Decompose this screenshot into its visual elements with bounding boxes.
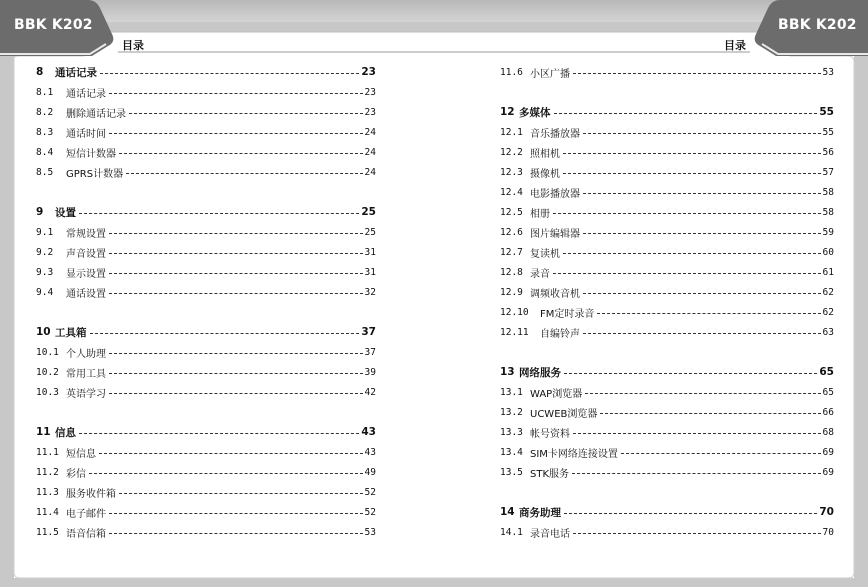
- toc-number: 14.1: [500, 526, 523, 538]
- toc-number: 11.3: [36, 486, 59, 498]
- toc-chapter-row: [500, 502, 834, 522]
- leader-dots: [585, 393, 820, 394]
- toc-item-row: [500, 142, 834, 162]
- toc-title: UCWEB浏览器: [530, 408, 598, 420]
- leader-dots: [573, 533, 821, 534]
- toc-title: WAP浏览器: [530, 388, 583, 400]
- toc-page-number: 25: [361, 206, 376, 218]
- toc-number: 9.2: [36, 246, 54, 258]
- toc-title: 语音信箱: [66, 528, 106, 540]
- toc-page-number: 43: [364, 446, 376, 458]
- leader-dots: [90, 333, 360, 334]
- toc-number: 12.5: [500, 206, 523, 218]
- leader-dots: [109, 513, 363, 514]
- leader-dots: [109, 353, 363, 354]
- toc-number: 8: [36, 66, 44, 78]
- toc-number: 11.4: [36, 506, 59, 518]
- leader-dots: [109, 253, 363, 254]
- toc-item-row: [36, 522, 376, 542]
- toc-page-number: 62: [822, 286, 834, 298]
- toc-page-number: 43: [361, 426, 376, 438]
- toc-item-row: [36, 162, 376, 182]
- toc-number: 11: [36, 426, 51, 438]
- toc-item-row: [500, 462, 834, 482]
- toc-title: 个人助理: [66, 348, 106, 360]
- toc-item-row: [500, 222, 834, 242]
- toc-title: 音乐播放器: [530, 128, 580, 140]
- leader-dots: [583, 233, 821, 234]
- toc-number: 8.2: [36, 106, 54, 118]
- toc-page-number: 39: [364, 366, 376, 378]
- leader-dots: [553, 213, 821, 214]
- toc-number: 12.1: [500, 126, 523, 138]
- toc-number: 8.4: [36, 146, 54, 158]
- toc-number: 12.10: [500, 306, 529, 318]
- leader-dots: [554, 113, 818, 114]
- leader-dots: [597, 313, 820, 314]
- toc-number: 12.4: [500, 186, 523, 198]
- leader-dots: [109, 393, 363, 394]
- toc-title: 商务助理: [519, 506, 561, 519]
- leader-dots: [109, 93, 363, 94]
- leader-dots: [583, 293, 821, 294]
- page-title-left: 目录: [122, 39, 144, 52]
- toc-title: 信息: [55, 426, 76, 439]
- toc-title: 设置: [55, 206, 76, 219]
- leader-dots: [583, 333, 821, 334]
- toc-chapter-row: [36, 422, 376, 442]
- toc-title: 彩信: [66, 468, 86, 480]
- toc-number: 13: [500, 366, 515, 378]
- toc-item-row: [500, 182, 834, 202]
- leader-dots: [129, 113, 363, 114]
- toc-item-row: [36, 462, 376, 482]
- leader-dots: [109, 373, 363, 374]
- toc-item-row: [500, 402, 834, 422]
- leader-dots: [583, 193, 821, 194]
- toc-page-number: 68: [822, 426, 834, 438]
- toc-number: 10.1: [36, 346, 59, 358]
- toc-number: 11.5: [36, 526, 59, 538]
- toc-title: 显示设置: [66, 268, 106, 280]
- toc-title: 声音设置: [66, 248, 106, 260]
- toc-page-number: 60: [822, 246, 834, 258]
- leader-dots: [563, 153, 821, 154]
- toc-item-row: [500, 322, 834, 342]
- toc-number: 12.6: [500, 226, 523, 238]
- toc-page-number: 49: [364, 466, 376, 478]
- toc-page-number: 24: [364, 146, 376, 158]
- toc-item-row: [36, 142, 376, 162]
- toc-page-number: 63: [822, 326, 834, 338]
- toc-title: FM定时录音: [540, 308, 595, 320]
- leader-dots: [109, 533, 363, 534]
- toc-title: 通话记录: [55, 66, 97, 79]
- leader-dots: [100, 73, 359, 74]
- toc-chapter-row: [500, 362, 834, 382]
- toc-item-row: [36, 122, 376, 142]
- toc-title: 自编铃声: [540, 328, 580, 340]
- toc-title: 删除通话记录: [66, 108, 126, 120]
- toc-page-number: 70: [819, 506, 834, 518]
- toc-title: 小区广播: [530, 68, 570, 80]
- toc-item-row: [36, 362, 376, 382]
- toc-page-number: 25: [364, 226, 376, 238]
- toc-item-row: [500, 242, 834, 262]
- toc-number: 8.3: [36, 126, 54, 138]
- toc-item-row: [36, 482, 376, 502]
- leader-dots: [89, 473, 363, 474]
- toc-item-row: [500, 162, 834, 182]
- toc-item-row: [500, 262, 834, 282]
- toc-page-number: 37: [361, 326, 376, 338]
- leader-dots: [109, 273, 363, 274]
- toc-title: 电子邮件: [66, 508, 106, 520]
- leader-dots: [126, 173, 362, 174]
- toc-page-number: 23: [361, 66, 376, 78]
- toc-item-row: [36, 82, 376, 102]
- toc-page-number: 69: [822, 446, 834, 458]
- toc-page-number: 70: [822, 526, 834, 538]
- toc-chapter-row: [500, 102, 834, 122]
- toc-page-number: 42: [364, 386, 376, 398]
- toc-page-number: 52: [364, 486, 376, 498]
- toc-title: 照相机: [530, 148, 560, 160]
- toc-page-number: 31: [364, 266, 376, 278]
- toc-number: 9.3: [36, 266, 54, 278]
- toc-number: 9.4: [36, 286, 54, 298]
- toc-title: 相册: [530, 208, 550, 220]
- leader-dots: [99, 453, 363, 454]
- toc-chapter-row: [36, 322, 376, 342]
- toc-title: 通话时间: [66, 128, 106, 140]
- toc-page-number: 56: [822, 146, 834, 158]
- toc-number: 12.2: [500, 146, 523, 158]
- toc-item-row: [500, 422, 834, 442]
- toc-title: GPRS计数器: [66, 168, 124, 180]
- toc-item-row: [500, 522, 834, 542]
- toc-chapter-row: [36, 62, 376, 82]
- toc-page-number: 69: [822, 466, 834, 478]
- toc-page-number: 32: [364, 286, 376, 298]
- leader-dots: [109, 233, 363, 234]
- toc-title: 调频收音机: [530, 288, 580, 300]
- toc-number: 13.4: [500, 446, 523, 458]
- toc-title: 帐号资料: [530, 428, 570, 440]
- leader-dots: [572, 473, 821, 474]
- toc-title: 服务收件箱: [66, 488, 116, 500]
- toc-number: 10.3: [36, 386, 59, 398]
- toc-number: 14: [500, 506, 515, 518]
- toc-number: 12.3: [500, 166, 523, 178]
- leader-dots: [79, 433, 359, 434]
- leader-dots: [564, 373, 817, 374]
- leader-dots: [573, 73, 821, 74]
- toc-page-number: 58: [822, 186, 834, 198]
- toc-title: 通话记录: [66, 88, 106, 100]
- toc-item-row: [500, 442, 834, 462]
- toc-item-row: [36, 262, 376, 282]
- toc-number: 10.2: [36, 366, 59, 378]
- toc-number: 13.1: [500, 386, 523, 398]
- toc-title: 常规设置: [66, 228, 106, 240]
- toc-number: 9.1: [36, 226, 54, 238]
- toc-number: 12.7: [500, 246, 523, 258]
- toc-number: 11.6: [500, 66, 523, 78]
- leader-dots: [563, 173, 821, 174]
- toc-page-number: 55: [822, 126, 834, 138]
- toc-item-row: [36, 242, 376, 262]
- brand-right: BBK K202: [778, 17, 857, 33]
- toc-number: 11.2: [36, 466, 59, 478]
- toc-number: 13.5: [500, 466, 523, 478]
- toc-title: 图片编辑器: [530, 228, 580, 240]
- toc-title: 短信计数器: [66, 148, 116, 160]
- toc-title: 录音电话: [530, 528, 570, 540]
- toc-title: 复读机: [530, 248, 560, 260]
- toc-item-row: [36, 382, 376, 402]
- toc-title: 多媒体: [519, 106, 551, 119]
- toc-page-number: 24: [364, 126, 376, 138]
- toc-page-number: 31: [364, 246, 376, 258]
- toc-item-row: [500, 202, 834, 222]
- toc-title: 录音: [530, 268, 550, 280]
- toc-page-number: 61: [822, 266, 834, 278]
- toc-page-number: 58: [822, 206, 834, 218]
- toc-number: 13.3: [500, 426, 523, 438]
- leader-dots: [119, 153, 363, 154]
- toc-item-row: [500, 122, 834, 142]
- toc-number: 13.2: [500, 406, 523, 418]
- leader-dots: [564, 513, 817, 514]
- toc-item-row: [36, 342, 376, 362]
- leader-dots: [109, 293, 363, 294]
- brand-left: BBK K202: [14, 17, 93, 33]
- toc-page-number: 55: [819, 106, 834, 118]
- leader-dots: [553, 273, 821, 274]
- toc-number: 11.1: [36, 446, 59, 458]
- toc-page-number: 53: [364, 526, 376, 538]
- toc-page-number: 37: [364, 346, 376, 358]
- toc-title: 电影播放器: [530, 188, 580, 200]
- toc-number: 8.5: [36, 166, 54, 178]
- toc-item-row: [36, 502, 376, 522]
- toc-title: 短信息: [66, 448, 96, 460]
- toc-number: 9: [36, 206, 44, 218]
- toc-page-number: 24: [364, 166, 376, 178]
- toc-page-number: 59: [822, 226, 834, 238]
- toc-page-number: 57: [822, 166, 834, 178]
- toc-page-number: 66: [822, 406, 834, 418]
- toc-title: SIM卡网络连接设置: [530, 448, 618, 460]
- toc-page-number: 65: [822, 386, 834, 398]
- toc-title: 通话设置: [66, 288, 106, 300]
- toc-title: 英语学习: [66, 388, 106, 400]
- toc-item-row: [500, 282, 834, 302]
- toc-page-number: 52: [364, 506, 376, 518]
- toc-number: 12.8: [500, 266, 523, 278]
- toc-title: 网络服务: [519, 366, 561, 379]
- leader-dots: [79, 213, 359, 214]
- toc-item-row: [500, 302, 834, 322]
- leader-dots: [600, 413, 820, 414]
- leader-dots: [109, 133, 363, 134]
- toc-page-number: 23: [364, 86, 376, 98]
- toc-number: 8.1: [36, 86, 54, 98]
- toc-title: 摄像机: [530, 168, 560, 180]
- toc-chapter-row: [36, 202, 376, 222]
- page-title-right: 目录: [724, 39, 746, 52]
- toc-item-row: [36, 442, 376, 462]
- toc-page-number: 53: [822, 66, 834, 78]
- leader-dots: [119, 493, 363, 494]
- toc-item-row: [36, 102, 376, 122]
- toc-page-number: 62: [822, 306, 834, 318]
- toc-page-number: 65: [819, 366, 834, 378]
- toc-number: 12.11: [500, 326, 529, 338]
- toc-number: 10: [36, 326, 51, 338]
- leader-dots: [563, 253, 821, 254]
- toc-item-row: [36, 282, 376, 302]
- leader-dots: [583, 133, 821, 134]
- toc-number: 12.9: [500, 286, 523, 298]
- toc-title: STK服务: [530, 468, 570, 480]
- toc-item-row: [500, 382, 834, 402]
- toc-page-number: 23: [364, 106, 376, 118]
- leader-dots: [621, 453, 821, 454]
- toc-number: 12: [500, 106, 515, 118]
- toc-item-row: [500, 62, 834, 82]
- leader-dots: [573, 433, 821, 434]
- toc-title: 工具箱: [55, 326, 87, 339]
- toc-title: 常用工具: [66, 368, 106, 380]
- toc-item-row: [36, 222, 376, 242]
